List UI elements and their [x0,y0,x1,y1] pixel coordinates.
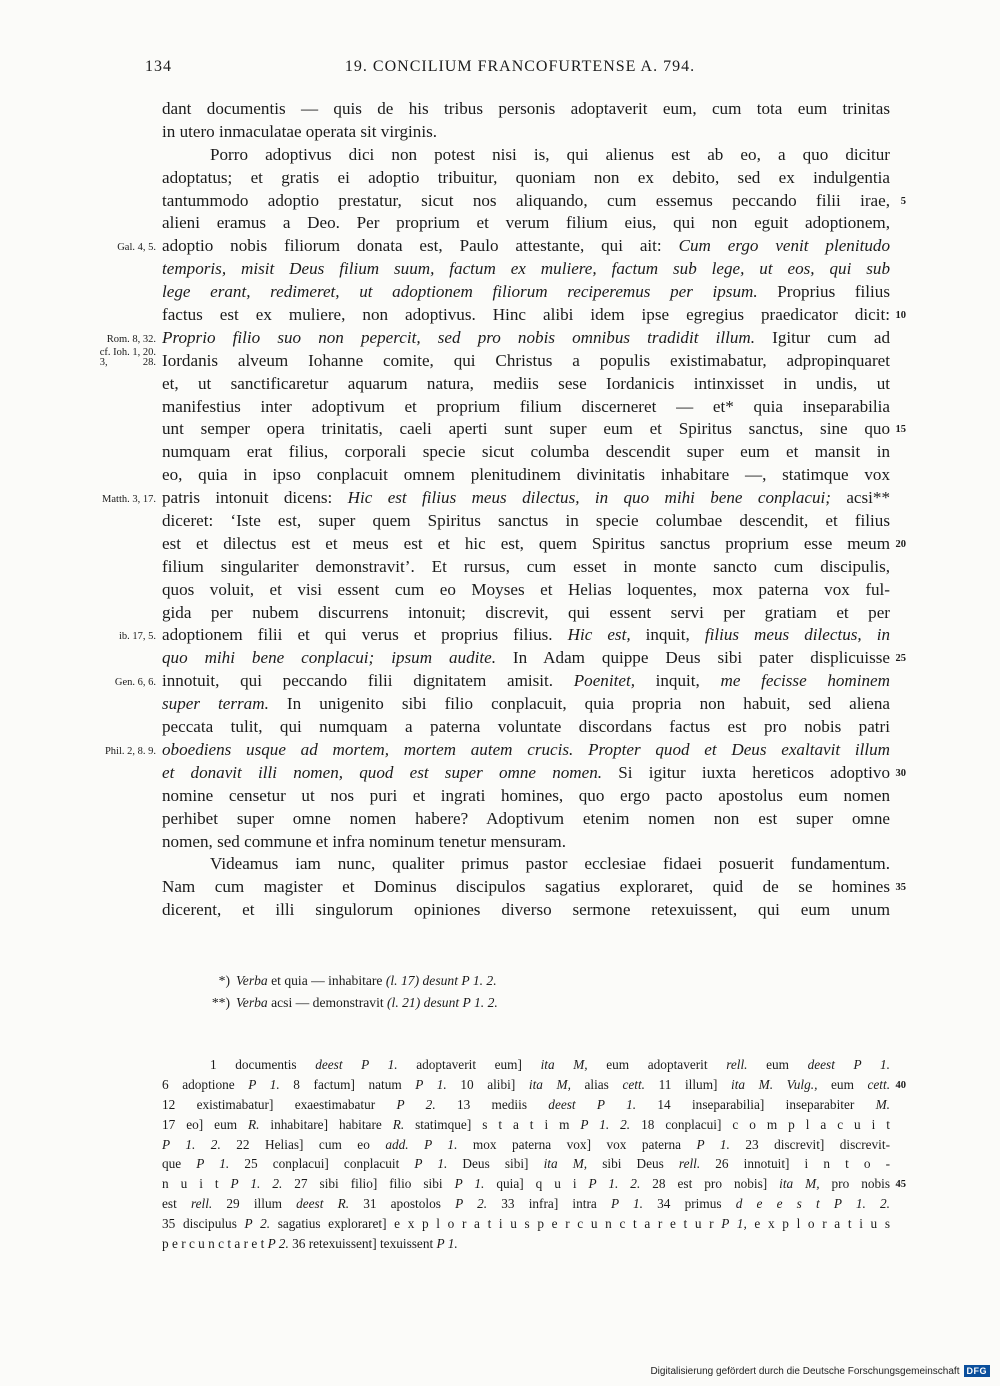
main-line [118,624,890,647]
main-line-text: peccata tulit, qui numquam a paterna voluntate discordans factus est pro nobis patri [162,717,890,737]
main-line-text: et, ut sanctificaretur aquarum natura, mediis sese Iordanicis intinxisset in undis, ut [162,373,890,393]
main-line-text: perhibet super omne nomen habere? Adoptivum etenim nomen non est super omne [162,808,890,828]
main-line-text: adoptionem filii et qui verus et proprius filius. Hic est, inquit, filius meus dilectus, in [162,625,890,645]
main-line-text: unt semper opera trinitatis, caeli aperti sunt super eum et Spiritus sanctus, sine quo [162,419,890,439]
main-line-text: nomine censetur ut nos puri et ingrati homines, quo ergo pacto apostolus eum nomen [162,785,890,805]
main-line-text: dant documentis — quis de his tribus personis adoptaverit eum, cum tota eum trinitas [162,99,890,118]
main-line-text: quo mihi bene conplacui; ipsum audite. In Adam quippe Deus sibi pater displicuisse [162,648,890,668]
main-line-text: oboediens usque ad mortem, mortem autem crucis. Propter quod et Deus exaltavit illum [162,739,890,759]
apparatus-line [162,1214,890,1234]
main-line-text: adoptio nobis filiorum donata est, Paulo attestante, qui ait: Cum ergo venit plenitudo [162,236,890,256]
footnotes [198,970,798,1014]
main-line-text: Nam cum magister et Dominus discipulos sagatius exploraret, quid de se homines [162,877,890,897]
main-line [104,739,890,762]
main-line [162,418,906,441]
main-line-text: in utero inmaculatae operata sit virginis. [162,121,438,141]
main-line [162,579,890,602]
line-number: 40 [895,1079,906,1091]
footnote-mark: *) [218,973,230,988]
margin-reference: cf. Ioh. 1, 20. 3, 28. [99,346,156,368]
main-line-text: lege erant, redimeret, ut adoptionem filiorum reciperemus per ipsum. Proprius filius [162,282,890,302]
main-line [162,533,906,556]
line-number: 25 [895,653,906,665]
main-line [99,346,890,373]
main-line [162,144,890,167]
apparatus-line [162,1055,890,1075]
main-line [162,716,890,739]
line-number: 15 [895,424,906,436]
running-title: 19. CONCILIUM FRANCOFURTENSE A. 794. [344,58,696,75]
main-line [162,556,890,579]
main-line [102,487,891,510]
line-number: 45 [895,1179,906,1191]
main-line [162,899,890,922]
margin-reference: Gen. 6, 6. [114,677,156,689]
apparatus-line-text: n u i t P 1. 2. 27 sibi filio] filio sibi P 1. quia] q u i P 1. 2. 28 est pro nobis] ita M, pro nobis [162,1176,891,1192]
main-line [162,373,890,396]
apparatus-line-text: 35 discipulus P 2. sagatius exploraret] e x p l o r a t i u s p e r c u n c t a r e t u r P 1, e x p l o r a t i u s [162,1216,891,1232]
footnote-text: Verba acsi — demonstravit (l. 21) desunt P 1. 2. [236,995,498,1010]
main-line [162,464,890,487]
main-line-text: et donavit illi nomen, quod est super omne nomen. Si igitur iuxta hereticos adoptivo [162,762,891,782]
apparatus-line [162,1174,906,1194]
apparatus-line [162,1095,890,1115]
main-line-text: tantummodo adoptio prestatur, sicut nos aliquando, cum essemus peccando filii irae, [162,190,890,210]
main-line-text: factus est ex muliere, non adoptivus. Hinc alibi idem ipse egregius praedicator dicit: [162,305,890,325]
main-line-text: Videamus iam nunc, qualiter primus pastor ecclesiae fidaei posuerit fundamentum. [210,854,890,874]
apparatus-line [162,1194,890,1214]
dfg-credit [650,1363,990,1379]
main-line-text: dicerent, et illi singulorum opiniones diverso sermone retexuissent, qui eum unum [162,900,890,920]
main-line-text: numquam erat filius, corporali specie sicut columba descendit super eum et mansit in [162,442,890,462]
main-line-text: Proprio filio suo non pepercit, sed pro nobis omnibus tradidit illum. Igitur cum ad [162,327,890,347]
main-line-text: nomen, sed commune et infra nominum tenetur mensuram. [162,831,566,851]
main-line-text: temporis, misit Deus filium suum, factum ex muliere, factum sub lege, ut eos, qui sub [162,259,890,279]
main-line [162,762,906,785]
main-line-text: gida per nubem discurrens intonuit; discrevit, qui essent servi per gratiam et per [162,602,890,622]
margin-reference: Phil. 2, 8. 9. [104,745,156,757]
footnote-mark: **) [211,995,230,1010]
margin-reference: Gal. 4, 5. [117,242,156,254]
main-line [162,602,890,625]
margin-reference: Rom. 8, 32. [106,333,156,345]
main-line-text: Porro adoptivus dici non potest nisi is, qui alienus est ab eo, a quo dicitur [210,144,890,164]
main-line [162,396,890,419]
margin-reference: ib. 17, 5. [118,631,156,643]
main-line [162,853,890,876]
main-line-text: filium singulariter demonstravit’. Et rursus, cum esset in monte sancto cum discipulis, [162,556,890,576]
line-number: 20 [895,538,906,550]
footnote [198,970,798,992]
main-line [162,98,890,121]
margin-reference: Matth. 3, 17. [102,494,156,506]
apparatus-line-text: 6 adoptione P 1. 8 factum] natum P 1. 10 alibi] ita M, alias cett. 11 illum] ita M. Vulg., eum cett. [162,1076,891,1092]
main-line [162,441,890,464]
main-line [162,281,890,304]
critical-apparatus [162,1055,906,1254]
running-header [145,58,895,82]
main-line [162,258,890,281]
main-line [114,670,890,693]
apparatus-line [162,1135,890,1155]
main-line [162,831,890,854]
main-line-text: est et dilectus est et meus est et hic est, quem Spiritus sanctus proprium esse meum [162,533,890,553]
main-line [117,235,890,258]
main-line [162,693,890,716]
line-number: 35 [895,882,906,894]
main-line-text: quos voluit, et visi essent cum eo Moyses et Helias loquentes, mox paterna vox ful- [162,579,890,599]
main-line [162,785,890,808]
main-line-text: patris intonuit dicens: Hic est filius meus dilectus, in quo mihi bene conplacui; acsi** [162,488,891,508]
apparatus-line-text: que P 1. 25 conplacui] conplacuit P 1. Deus sibi] ita M, sibi Deus rell. 26 innotuit] i n t o - [162,1156,891,1172]
main-line [162,190,906,213]
apparatus-line [162,1234,890,1254]
page-number: 134 [145,58,172,75]
apparatus-line-text: P 1. 2. 22 Helias] cum eo add. P 1. mox paterna vox] vox paterna P 1. 23 discrevit] discrevit- [162,1136,891,1152]
line-number: 5 [900,195,906,207]
apparatus-line-text: 12 existimabatur] exaestimabatur P 2. 13 mediis deest P 1. 14 inseparabilia] inseparabiter M. [162,1096,890,1112]
main-line-text: innotuit, qui peccando filii dignitatem amisit. Poenitet, inquit, me fecisse hominem [162,671,890,691]
apparatus-line-text: 1 documentis deest P 1. adoptaverit eum] ita M, eum adoptaverit rell. eum deest P 1. [210,1057,891,1072]
apparatus-line-text: p e r c u n c t a r e t P 2. 36 retexuissent] texuissent P 1. [162,1236,458,1252]
line-number: 30 [895,767,906,779]
main-line [162,167,890,190]
main-line-text: alieni eramus a Deo. Per proprium et verum filium eius, qui non eguit adoptionem, [162,213,890,233]
main-line [162,808,890,831]
main-line-text: manifestius inter adoptivum et proprium filium discerneret — et* quia inseparabilia [162,396,890,416]
main-line-text: adoptatus; et gratis ei adoptio tribuitur, quoniam non ex debito, sed ex indulgentia [162,167,890,187]
main-line [162,876,906,899]
line-number: 10 [895,310,906,322]
main-line [162,121,890,144]
main-text [99,98,906,922]
main-line-text: diceret: ‘Iste est, super quem Spiritus sanctus in specie columbae descendit, et filius [162,511,890,531]
dfg-logo: DFG [964,1365,991,1377]
apparatus-line-text: est rell. 29 illum deest R. 31 apostolos P 2. 33 infra] intra P 1. 34 primus d e e s t P 1. 2. [162,1196,890,1212]
apparatus-line [162,1115,890,1135]
apparatus-line-text: 17 eo] eum R. inhabitare] habitare R. statimque] s t a t i m P 1. 2. 18 conplacui] c o m p l a c u i t [162,1116,890,1132]
main-line [162,212,890,235]
main-line [162,304,906,327]
main-line [162,647,906,670]
footnote-text: Verba et quia — inhabitare (l. 17) desunt P 1. 2. [236,973,497,988]
main-line [162,510,890,533]
main-line [106,327,890,350]
apparatus-line [162,1154,890,1174]
main-line-text: eo, quia in ipso conplacuit omnem plenitudinem divinitatis inhabitare —, statimque vox [162,465,890,485]
dfg-credit-text: Digitalisierung gefördert durch die Deutsche Forschungsgemeinschaft [650,1365,960,1377]
footnote [198,992,798,1014]
main-line-text: super terram. In unigenito sibi filio conplacuit, quia propria non habuit, sed aliena [162,694,890,714]
main-line-text: Iordanis alveum Iohanne comite, qui Christus a populis existimabatur, adpropinquaret [162,350,890,370]
apparatus-line [162,1075,906,1095]
